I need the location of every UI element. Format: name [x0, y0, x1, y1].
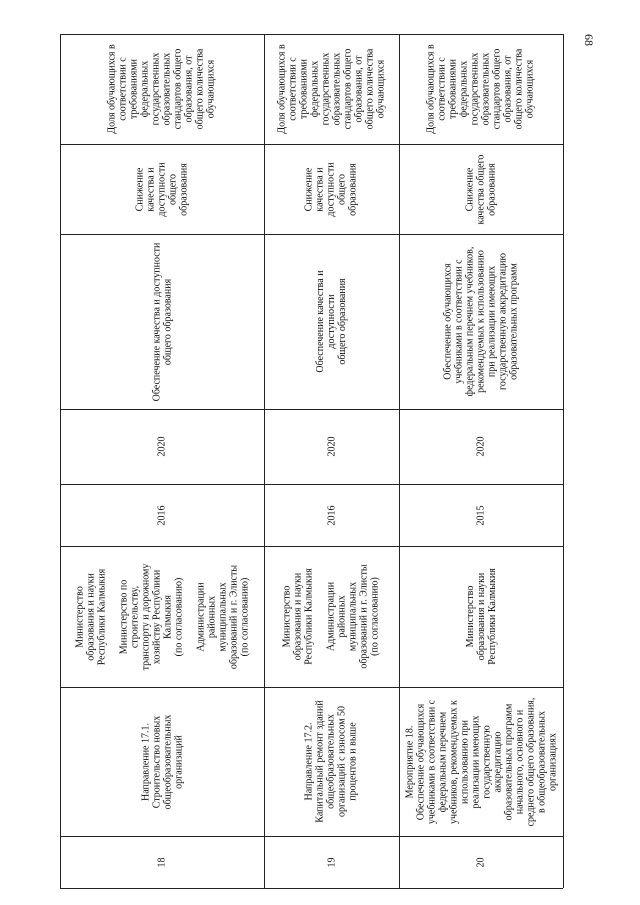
- name-text: Направление 17.2. Капитальный ремонт зданий общеобразовательных организаций с износом 50 процентов и выше: [303, 700, 359, 823]
- start-year: 2016: [326, 505, 337, 525]
- result-text: Обеспечение качества и доступности общего образования: [150, 242, 173, 401]
- consequence-text: Снижение качества и доступности общего образования: [303, 161, 359, 217]
- number-cell: [399, 836, 563, 888]
- table-row: [399, 34, 563, 888]
- indicator-text: Доля обучающихся в соответствии с требованиями федеральных государственных образовательных стандартов общего образования, от общего количества обучающихся: [276, 44, 387, 134]
- rotated-table: [60, 34, 563, 888]
- consequence-cell: [399, 144, 563, 234]
- consequence-cell: [60, 144, 264, 234]
- start-year-cell: [399, 484, 563, 546]
- row-number: 19: [326, 857, 337, 867]
- executors-text: Министерство образования и науки Республики Калмыкия Министерство по строительству, транспорту и дорожному хозяйству Республики Калмыкия (по согласованию) Администрации районных муниципальных образований и г. Элисты (по согласованию): [74, 563, 250, 670]
- end-year-cell: [399, 409, 563, 484]
- page-number: 68: [582, 34, 596, 46]
- indicator-text: Доля обучающихся в соответствии с требованиями федеральных государственных образовательных стандартов общего образования, от общего количества обучающихся: [106, 44, 217, 134]
- name-text: Мероприятие 18. Обеспечение обучающихся учебниками в соответствии с федеральным перечнем учебников, рекомендуемых к использованию при реализации имеющих государственную аккредитацию образовательных программ начального, основного и среднего общего образования, в общеобразовательных организациях: [404, 697, 558, 826]
- end-year-cell: [264, 409, 399, 484]
- result-cell: [399, 234, 563, 409]
- end-year: 2020: [475, 436, 487, 457]
- table-border: [60, 888, 563, 889]
- name-cell: [399, 687, 563, 836]
- start-year: 2015: [475, 505, 487, 525]
- executors-text: Министерство образования и науки Республики Калмыкия: [464, 568, 498, 665]
- result-cell: [264, 234, 399, 409]
- table-row: [264, 34, 399, 888]
- name-cell: [264, 687, 399, 836]
- number-cell: [60, 836, 264, 888]
- end-year: 2020: [156, 436, 168, 457]
- indicator-text: Доля обучающихся в соответствии с требованиями федеральных государственных образовательных стандартов общего образования, от общего количества обучающихся: [425, 44, 536, 134]
- executors-cell: [264, 546, 399, 687]
- end-year: 2020: [326, 436, 337, 457]
- name-text: Направление 17.1. Строительство новых общеобразовательных организаций: [140, 714, 184, 809]
- start-year-cell: [264, 484, 399, 546]
- end-year-cell: [60, 409, 264, 484]
- result-cell: [60, 234, 264, 409]
- executors-cell: [399, 546, 563, 687]
- result-text: Обеспечение качества и доступности общего образования: [315, 270, 348, 373]
- consequence-text: Снижение качества общего образования: [464, 154, 498, 224]
- indicator-cell: [264, 34, 399, 144]
- executors-cell: [60, 546, 264, 687]
- indicator-cell: [399, 34, 563, 144]
- name-cell: [60, 687, 264, 836]
- consequence-cell: [264, 144, 399, 234]
- start-year: 2016: [156, 505, 168, 525]
- number-cell: [264, 836, 399, 888]
- row-number: 18: [156, 857, 168, 867]
- consequence-text: Снижение качества и доступности общего образования: [134, 161, 190, 217]
- indicator-cell: [60, 34, 264, 144]
- start-year-cell: [60, 484, 264, 546]
- row-number: 20: [475, 857, 487, 867]
- result-text: Обеспечение обучающихся учебниками в соответствии с федеральным перечнем учебников, рекомендуемых к использованию при реализации имеющих государственную аккредитацию образовательных программ: [442, 246, 520, 397]
- table-row: [60, 34, 264, 888]
- table-border: [563, 34, 564, 888]
- executors-text: Министерство образования и науки Республики Калмыкия Администрации районных муниципальных образований и г. Элисты (по согласованию): [281, 564, 381, 669]
